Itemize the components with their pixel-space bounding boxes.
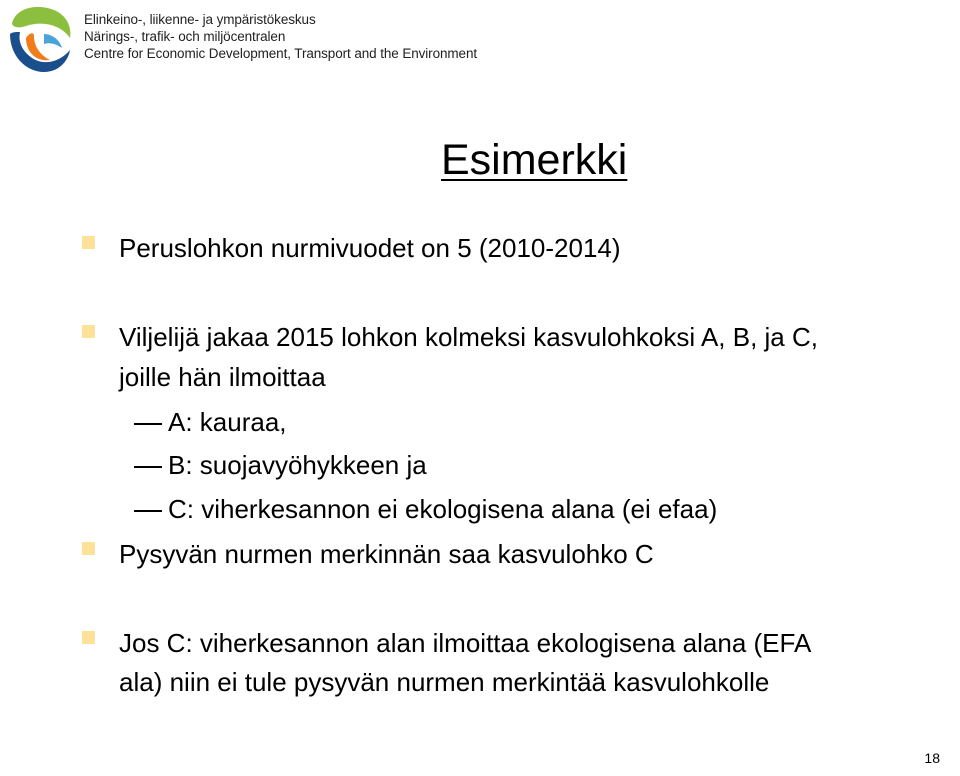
sub-item-dash — [134, 510, 162, 512]
sub-item-dash — [134, 423, 162, 425]
sub-item-c: C: viherkesannon ei ekologisena alana (ei efaa) — [168, 494, 718, 524]
org-name-swedish: Närings-, trafik- och miljöcentralen — [84, 29, 286, 44]
bullet-4-text-line-1: Jos C: viherkesannon alan ilmoittaa ekologisena alana (EFA — [119, 628, 812, 658]
slide-title: Esimerkki — [441, 136, 628, 184]
bullet-1-text: Peruslohkon nurmivuodet on 5 (2010-2014) — [119, 233, 621, 263]
bullet-marker — [82, 325, 95, 338]
sub-item-a: A: kauraa, — [168, 407, 287, 437]
ely-centre-logo-icon — [4, 4, 76, 76]
org-name-english: Centre for Economic Development, Transport and the Environment — [84, 46, 477, 61]
bullet-marker — [82, 542, 95, 555]
sub-item-dash — [134, 466, 162, 468]
organization-names — [84, 11, 477, 62]
bullet-4-text-line-2: ala) niin ei tule pysyvän nurmen merkintää kasvulohkolle — [119, 667, 770, 697]
bullet-marker — [82, 236, 95, 249]
sub-item-b: B: suojavyöhykkeen ja — [168, 450, 427, 480]
page-number: 18 — [924, 750, 940, 766]
bullet-3-text: Pysyvän nurmen merkinnän saa kasvulohko C — [119, 539, 654, 569]
bullet-2-text-line-1: Viljelijä jakaa 2015 lohkon kolmeksi kasvulohkoksi A, B, ja C, — [119, 322, 818, 352]
bullet-marker — [82, 631, 95, 644]
bullet-2-text-line-2: joille hän ilmoittaa — [119, 362, 326, 392]
org-name-finnish: Elinkeino-, liikenne- ja ympäristökeskus — [84, 12, 316, 27]
